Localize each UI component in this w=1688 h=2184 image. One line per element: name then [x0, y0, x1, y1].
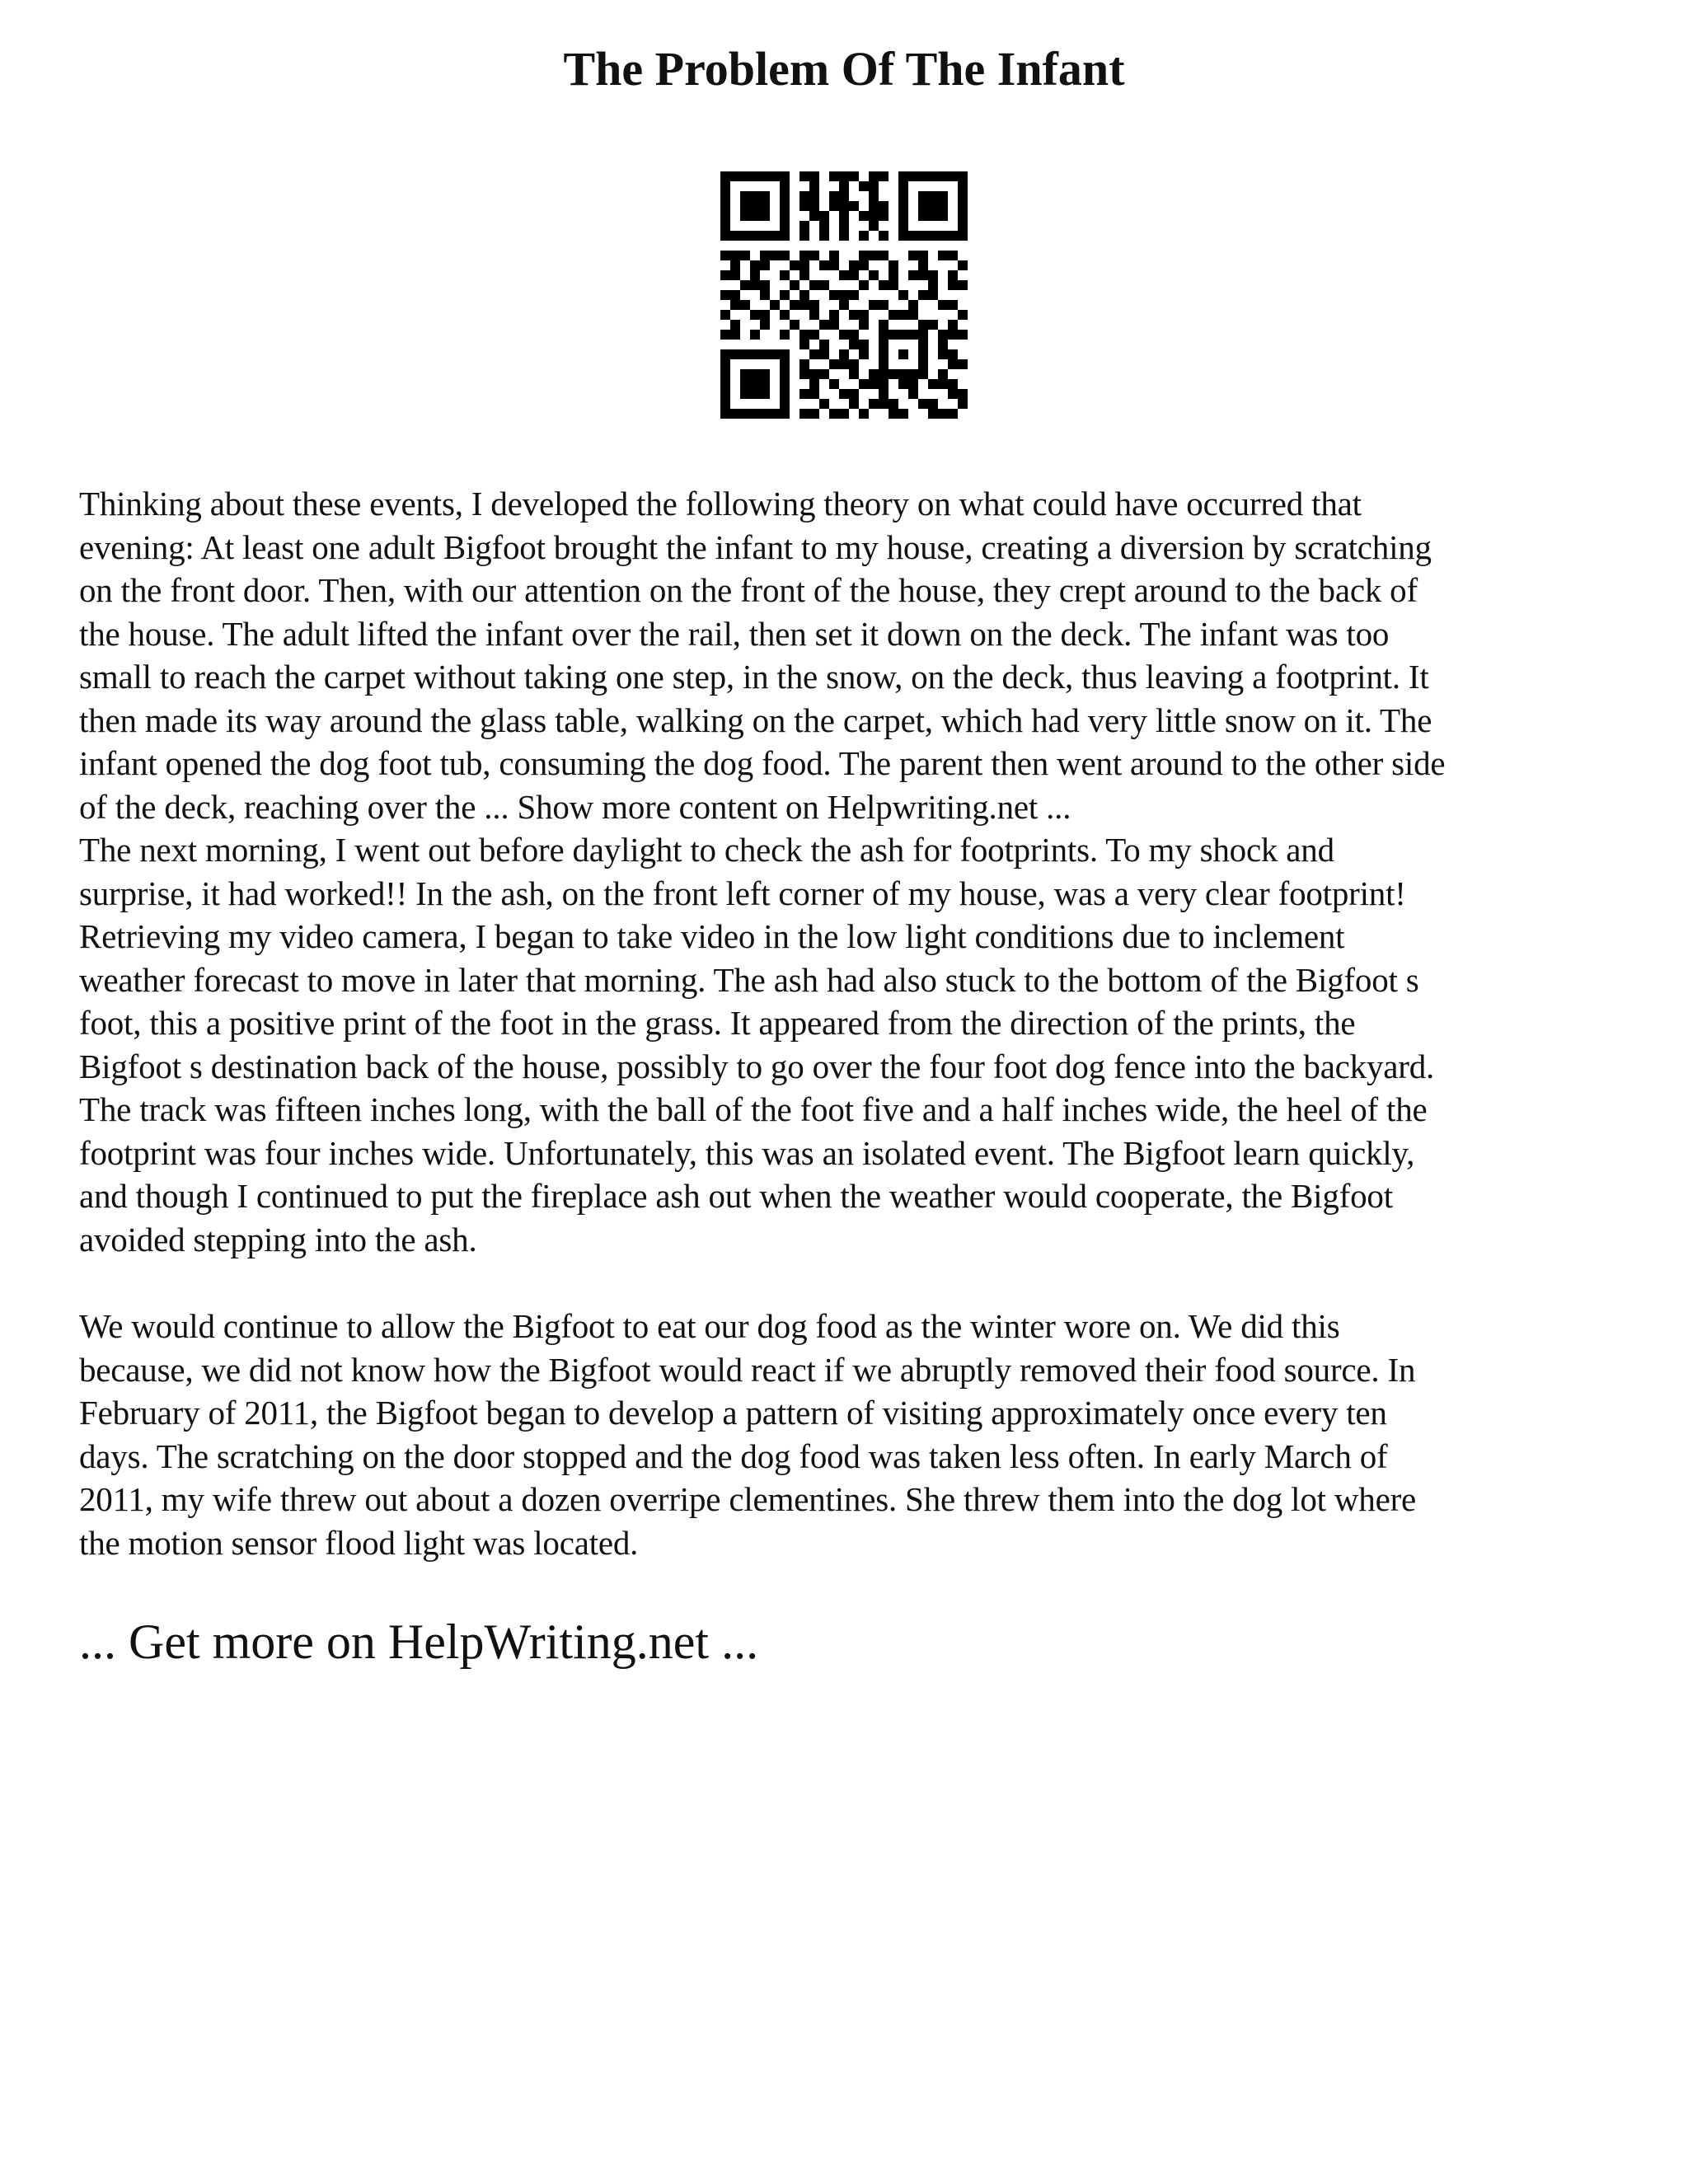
paragraph-2: The next morning, I went out before daylight to check the ash for footprints. To my shock and surprise, it had worked!! In the ash, on the front left corner of my house, was a very clear footprint! Retrieving my video camera, I began to take video in the low light conditions due to inclement weather forecast to move in later that morning. The ash had also stuck to the bottom of the Bigfoot s foot, this a positive print of the foot in the grass. It appeared from the direction of the prints, the Bigfoot s destination back of the house, possibly to go over the four foot dog fence into the backyard. The track was fifteen inches long, with the ball of the foot five and a half inches wide, the heel of the footprint was four inches wide. Unfortunately, this was an isolated event. The Bigfoot learn quickly, and though I continued to put the fireplace ash out when the weather would cooperate, the Bigfoot avoided stepping into the ash.	[79, 831, 1435, 1258]
qr-code	[720, 171, 968, 419]
article-body	[79, 482, 1629, 1564]
qr-code-graphic	[720, 171, 968, 419]
paragraph-1: Thinking about these events, I developed the following theory on what could have occurred that evening: At least one adult Bigfoot brought the infant to my house, creating a diversion by scratching on the front door. Then, with our attention on the front of the house, they crept around to the back of the house. The adult lifted the infant over the rail, then set it down on the deck. The infant was too small to reach the carpet without taking one step, in the snow, on the deck, thus leaving a footprint. It then made its way around the glass table, walking on the carpet, which had very little snow on it. The infant opened the dog foot tub, consuming the dog food. The parent then went around to the other side of the deck, reaching over the ... Show more content on Helpwriting.net ...	[79, 485, 1446, 826]
paragraph-3: We would continue to allow the Bigfoot to eat our dog food as the winter wore on. We did this because, we did not know how the Bigfoot would react if we abruptly removed their food source. In February of 2011, the Bigfoot began to develop a pattern of visiting approximately once every ten days. The scratching on the door stopped and the dog food was taken less often. In early March of 2011, my wife threw out about a dozen overripe clementines. She threw them into the dog lot where the motion sensor flood light was located.	[79, 1307, 1417, 1562]
get-more-link[interactable]: ... Get more on HelpWriting.net ...	[79, 1615, 759, 1669]
paragraph-spacer	[79, 1261, 1629, 1305]
page-title: The Problem Of The Infant	[563, 42, 1125, 96]
